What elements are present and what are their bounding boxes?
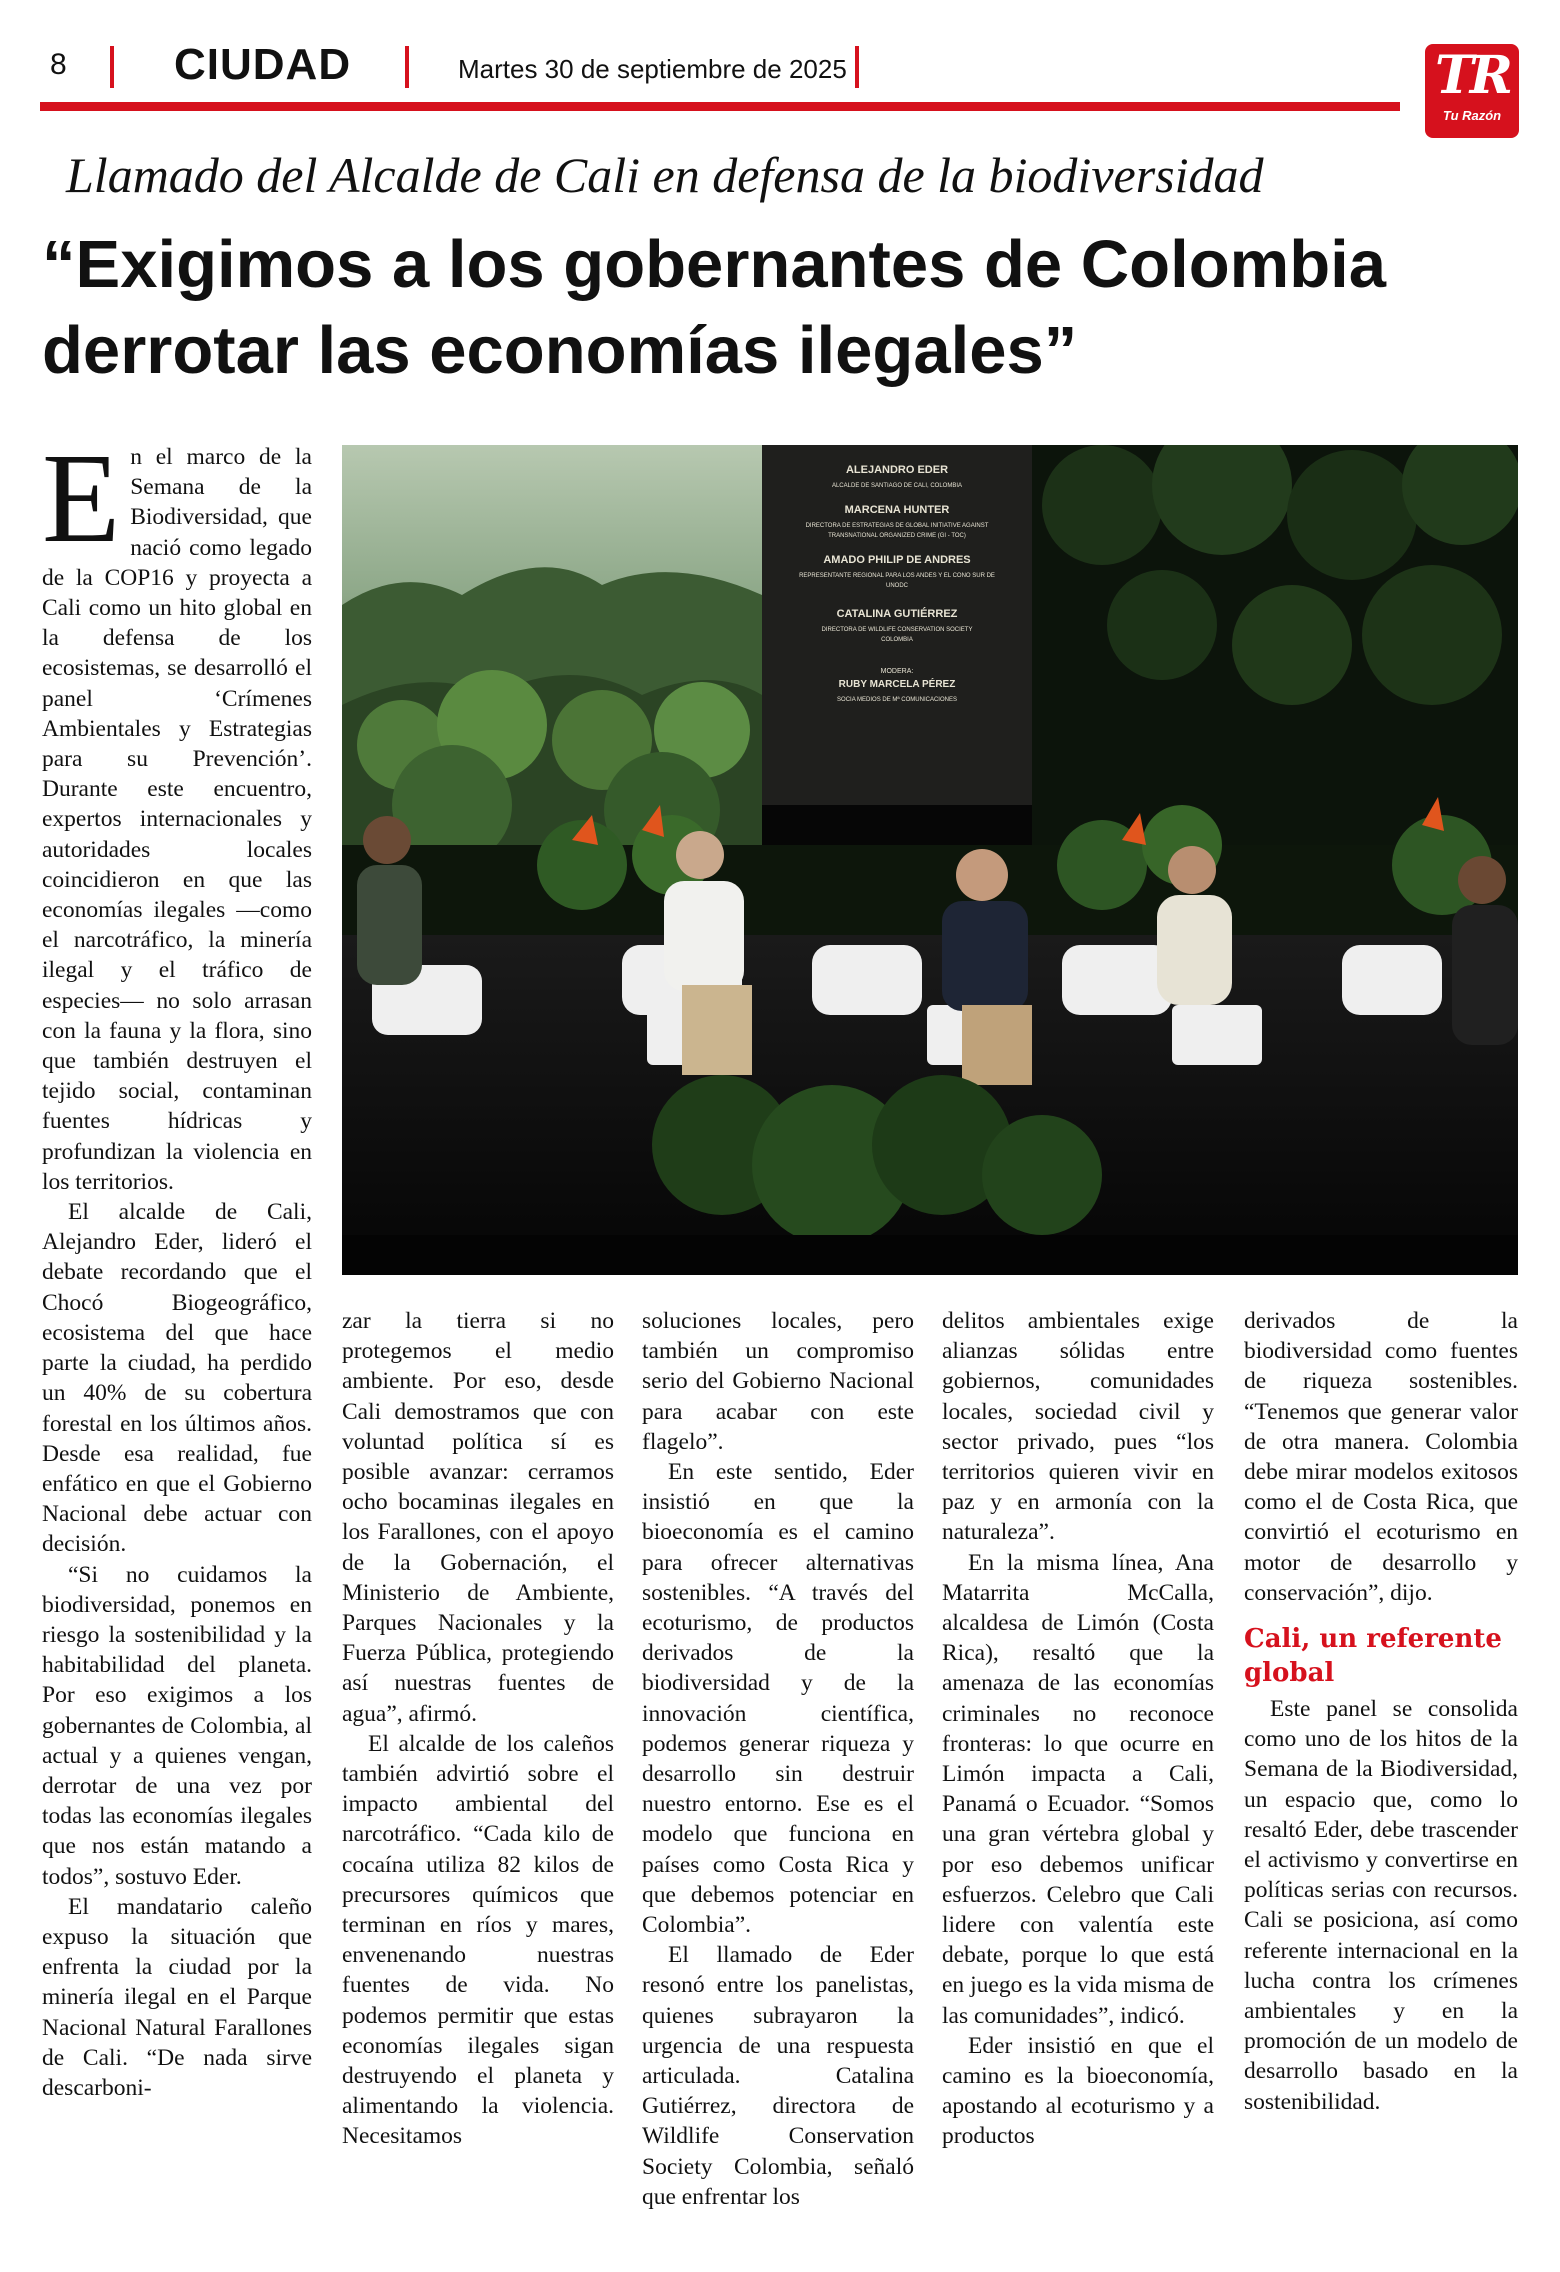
issue-date: Martes 30 de septiembre de 2025: [458, 54, 847, 84]
speaker-screen: [762, 445, 1032, 805]
header-separator: [855, 46, 859, 88]
logo-mark: TR: [1435, 45, 1509, 106]
header-red-rule: [40, 102, 1400, 111]
article-kicker: Llamado del Alcalde de Cali en defensa de la biodiversidad: [66, 147, 1264, 203]
article-paragraph: El alcalde de los caleños también advirtió sobre el impacto ambiental del narcotráfico. “Cada kilo de cocaína utiliza 82 kilos de precursores químicos que terminan en ríos y mares, envenenando nuestras fuentes de vida. No podemos permitir que estas economías ilegales sigan destruyendo el planeta y alimentando la violencia. Necesitamos: [342, 1730, 614, 2150]
section-name: CIUDAD: [174, 40, 352, 89]
article-paragraph: “Si no cuidamos la biodiversidad, ponemos en riesgo la sostenibilidad y la habitabilidad del planeta. Por eso exigimos a los gobernantes de Colombia, al actual y a quienes vengan, derrotar de una vez por todas las economías ilegales que nos están matando a todos”, sostuvo Eder.: [42, 1561, 312, 1890]
screen-line: ALEJANDRO EDER: [845, 464, 949, 476]
article-column-1: [42, 427, 312, 2103]
article-column-2: [342, 1306, 614, 2152]
article-paragraph: zar la tierra si no protegemos el medio ambiente. Por eso, desde Cali demostramos que con voluntad política sí es posible avanzar: cerramos ocho bocaminas ilegales en los Farallones, con el apoyo de la Gobernación, el Ministerio de Ambiente, Parques Nacionales y la Fuerza Pública, protegiendo así nuestras fuentes de agua”, afirmó.: [342, 1308, 614, 1727]
screen-line: AMADO PHILIP DE ANDRES: [823, 554, 971, 566]
article-paragraph: Este panel se consolida como uno de los hitos de la Semana de la Biodiversidad, un espacio que, como lo resaltó Eder, debe trascender el activismo y convertirse en políticas serias con recursos. Cali se posiciona, así como referente internacional en la lucha contra los crímenes ambientales y en la promoción de un modelo de desarrollo basado en la sostenibilidad.: [1244, 1696, 1518, 2115]
screen-line: MARCENA HUNTER: [844, 504, 950, 516]
header-separator: [405, 46, 409, 88]
article-column-4: [942, 1306, 1214, 2152]
article-paragraph: soluciones locales, pero también un compromiso serio del Gobierno Nacional para acabar con este flagelo”.: [642, 1308, 914, 1455]
article-column-3: [642, 1306, 914, 2212]
panel-stage-photo: [342, 445, 1518, 1275]
screen-line: ALCALDE DE SANTIAGO DE CALI, COLOMBIA: [831, 483, 963, 489]
publication-logo: [1425, 44, 1519, 138]
article-paragraph: El alcalde de Cali, Alejandro Eder, lideró el debate recordando que el Chocó Biogeográfico, ecosistema del que hace parte la ciudad, ha perdido un 40% de su cobertura forestal en los últimos años. Desde esa realidad, fue enfático en que el Gobierno Nacional debe actuar con decisión.: [42, 1199, 312, 1558]
article-subhead: Cali, un referente global: [1244, 1624, 1502, 1689]
article-column-5: [1244, 1306, 1518, 2117]
screen-line: CATALINA GUTIÉRREZ: [836, 608, 958, 620]
logo-name: Tu Razón: [1442, 108, 1502, 123]
screen-line: SOCIA MEDIOS DE Mª COMUNICACIONES: [837, 697, 957, 703]
article-photo: [342, 445, 1518, 1275]
screen-line: RUBY MARCELA PÉREZ: [838, 679, 956, 690]
screen-line: DIRECTORA DE ESTRATEGIAS DE GLOBAL INITIATIVE AGAINST: [805, 523, 989, 529]
screen-line: DIRECTORA DE WILDLIFE CONSERVATION SOCIETY: [821, 627, 973, 633]
page-number: 8: [50, 48, 67, 81]
page-header: [40, 40, 1400, 116]
article-paragraph: delitos ambientales exige alianzas sólidas entre gobiernos, comunidades locales, sociedad civil y sector privado, pues “los territorios quieren vivir en paz y en armonía con la naturaleza”.: [942, 1308, 1214, 1546]
article-headline: “Exigimos a los gobernantes de Colombia derrotar las economías ilegales”: [42, 227, 1386, 388]
header-separator: [110, 46, 114, 88]
screen-line: MODERA:: [880, 668, 914, 675]
article-paragraph: Eder insistió en que el camino es la bioeconomía, apostando al ecoturismo y a productos: [942, 2032, 1214, 2150]
article-paragraph: El llamado de Eder resonó entre los panelistas, quienes subrayaron la urgencia de una respuesta articulada. Catalina Gutiérrez, directora de Wildlife Conservation Society Colombia, señaló que enfrentar los: [642, 1942, 914, 2210]
screen-line: COLOMBIA: [881, 637, 913, 643]
paragraph-text: n el marco de la Semana de la Biodiversidad, que nació como legado de la COP16 y proyecta a Cali como un hito global en la defensa de los ecosistemas, se desarrolló el panel ‘Crímenes Ambientales y Estrategias para su Prevención’. Durante este encuentro, expertos internacionales y autoridades locales coincidieron en que las economías ilegales —como el narcotráfico, la minería ilegal y el tráfico de especies— no solo arrasan con la fauna y la flora, sino que también destruyen el tejido social, contaminan fuentes hídricas y profundizan la violencia en los territorios.: [42, 444, 312, 1195]
article-paragraph: [42, 427, 312, 1197]
drop-cap: E: [42, 427, 121, 569]
article-paragraph: En la misma línea, Ana Matarrita McCalla, alcaldesa de Limón (Costa Rica), resaltó que la amenaza de las economías criminales no reconoce fronteras: lo que ocurre en Limón impacta a Cali, Panamá o Ecuador. “Somos una gran vértebra global y por eso debemos unificar esfuerzos. Celebro que Cali lidere con valentía este debate, porque lo que está en juego es la vida misma de las comunidades”, indicó.: [942, 1549, 1214, 2029]
screen-line: UNODC: [886, 583, 908, 589]
article-paragraph: En este sentido, Eder insistió en que la bioeconomía es el camino para ofrecer alternativas sostenibles. “A través del ecoturismo, de productos derivados de la biodiversidad y de la innovación científica, podemos generar riqueza y desarrollo sin destruir nuestro entorno. Ese es el modelo que funciona en países como Costa Rica y que debemos potenciar en Colombia”.: [642, 1459, 914, 1939]
article-paragraph: derivados de la biodiversidad como fuentes de riqueza sostenibles. “Tenemos que generar valor de otra manera. Colombia debe mirar modelos exitosos como el de Costa Rica, que convirtió el ecoturismo en motor de desarrollo y conservación”, dijo.: [1244, 1308, 1518, 1606]
article-paragraph: El mandatario caleño expuso la situación que enfrenta la ciudad por la minería ilegal en el Parque Nacional Natural Farallones de Cali. “De nada sirve descarboni-: [42, 1893, 312, 2101]
screen-line: REPRESENTANTE REGIONAL PARA LOS ANDES Y EL CONO SUR DE: [799, 573, 995, 579]
screen-line: TRANSNATIONAL ORGANIZED CRIME (GI - TOC): [828, 533, 966, 539]
